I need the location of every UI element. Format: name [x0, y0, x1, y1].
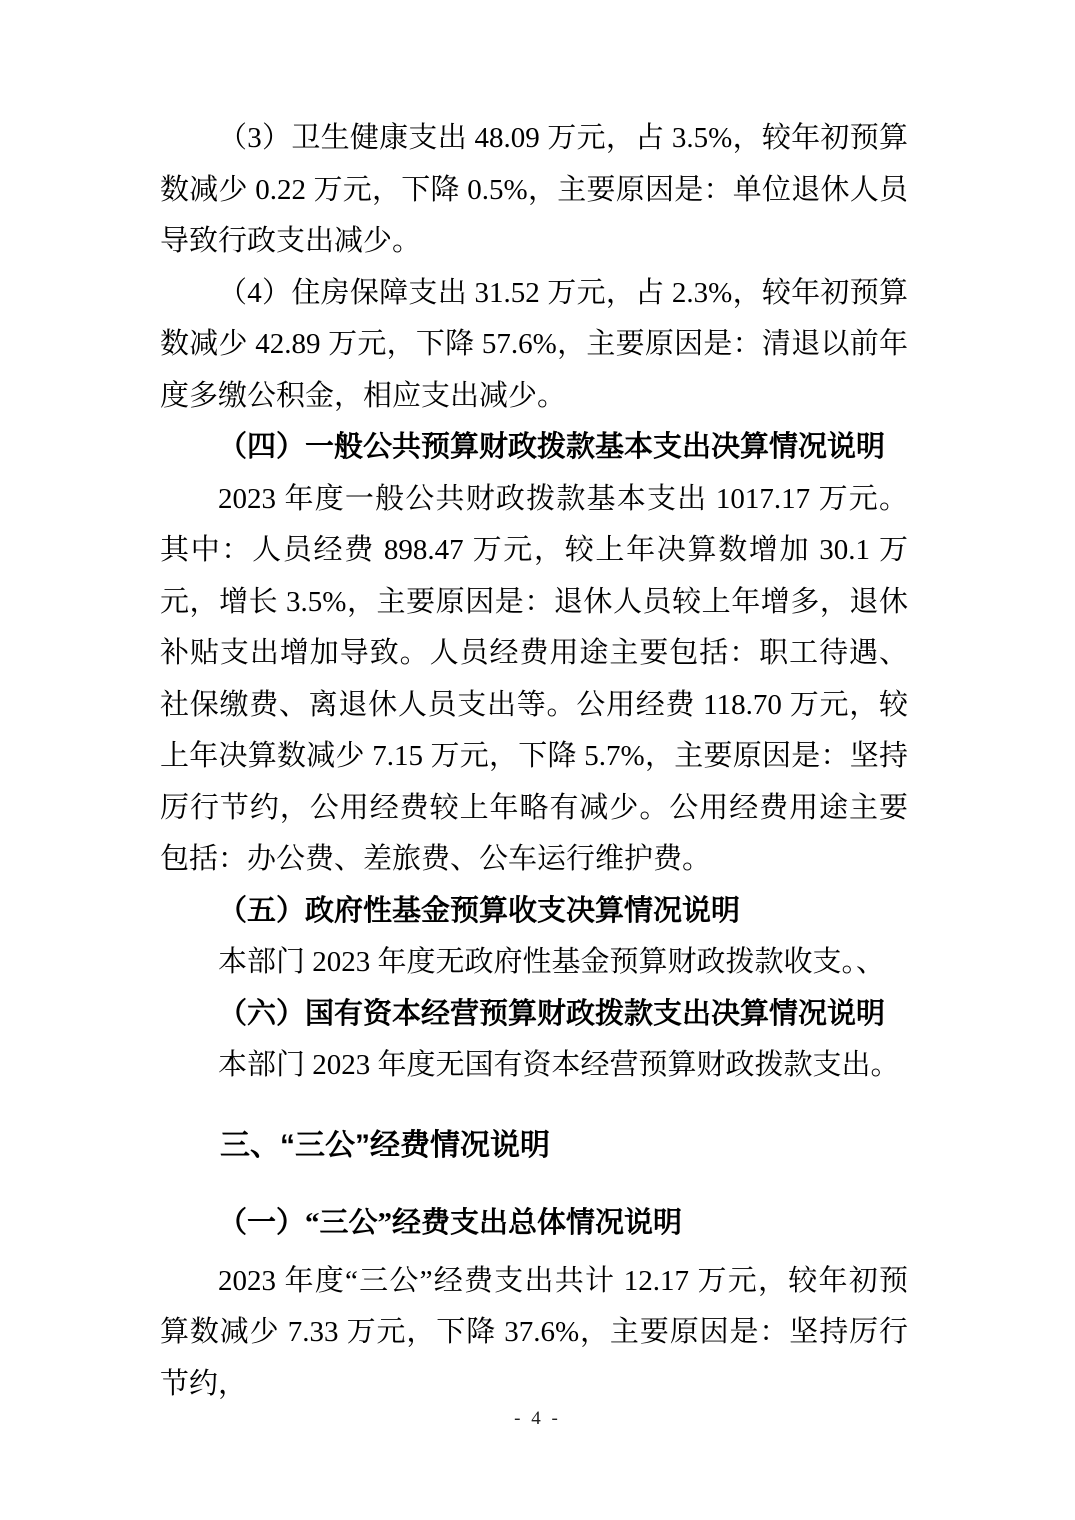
- paragraph-housing-expense: （4）住房保障支出 31.52 万元，占 2.3%，较年初预算数减少 42.89 万元，下降 57.6%，主要原因是：清退以前年度多缴公积金，相应支出减少。: [160, 276, 908, 412]
- paragraph-no-gov-fund: 本部门 2023 年度无政府性基金预算财政拨款收支。、: [218, 946, 886, 978]
- heading-three-public-funds: 三、“三公”经费情况说明: [220, 1128, 550, 1162]
- paragraph-no-state-capital: 本部门 2023 年度无国有资本经营预算财政拨款支出。: [218, 1049, 900, 1081]
- heading-three-public-overview: （一）“三公”经费支出总体情况说明: [218, 1207, 683, 1239]
- document-body: [160, 113, 908, 1410]
- paragraph-basic-expense-detail: 2023 年度一般公共财政拨款基本支出 1017.17 万元。其中：人员经费 898.47 万元，较上年决算数增加 30.1 万元，增长 3.5%，主要原因是：退休人员较上年增多，退休补贴支出增加导致。人员经费用途主要包括：职工待遇、社保缴费、离退休人员支出等。公用经费 118.70 万元，较上年决算数减少 7.15 万元，下降 5.7%，主要原因是：坚持厉行节约，公用经费较上年略有减少。公用经费用途主要包括：办公费、差旅费、公车运行维护费。: [160, 482, 908, 875]
- heading-section4-basic-expense: （四）一般公共预算财政拨款基本支出决算情况说明: [218, 431, 886, 463]
- page-number: - 4 -: [514, 1408, 561, 1429]
- paragraph-three-public-total: 2023 年度“三公”经费支出共计 12.17 万元，较年初预算数减少 7.33 万元，下降 37.6%，主要原因是：坚持厉行节约，: [160, 1264, 908, 1400]
- paragraph-health-expense: （3）卫生健康支出 48.09 万元，占 3.5%，较年初预算数减少 0.22 万元，下降 0.5%，主要原因是：单位退休人员导致行政支出减少。: [160, 122, 908, 257]
- heading-section6-state-capital: （六）国有资本经营预算财政拨款支出决算情况说明: [218, 997, 886, 1030]
- heading-section5-gov-fund: （五）政府性基金预算收支决算情况说明: [218, 894, 741, 927]
